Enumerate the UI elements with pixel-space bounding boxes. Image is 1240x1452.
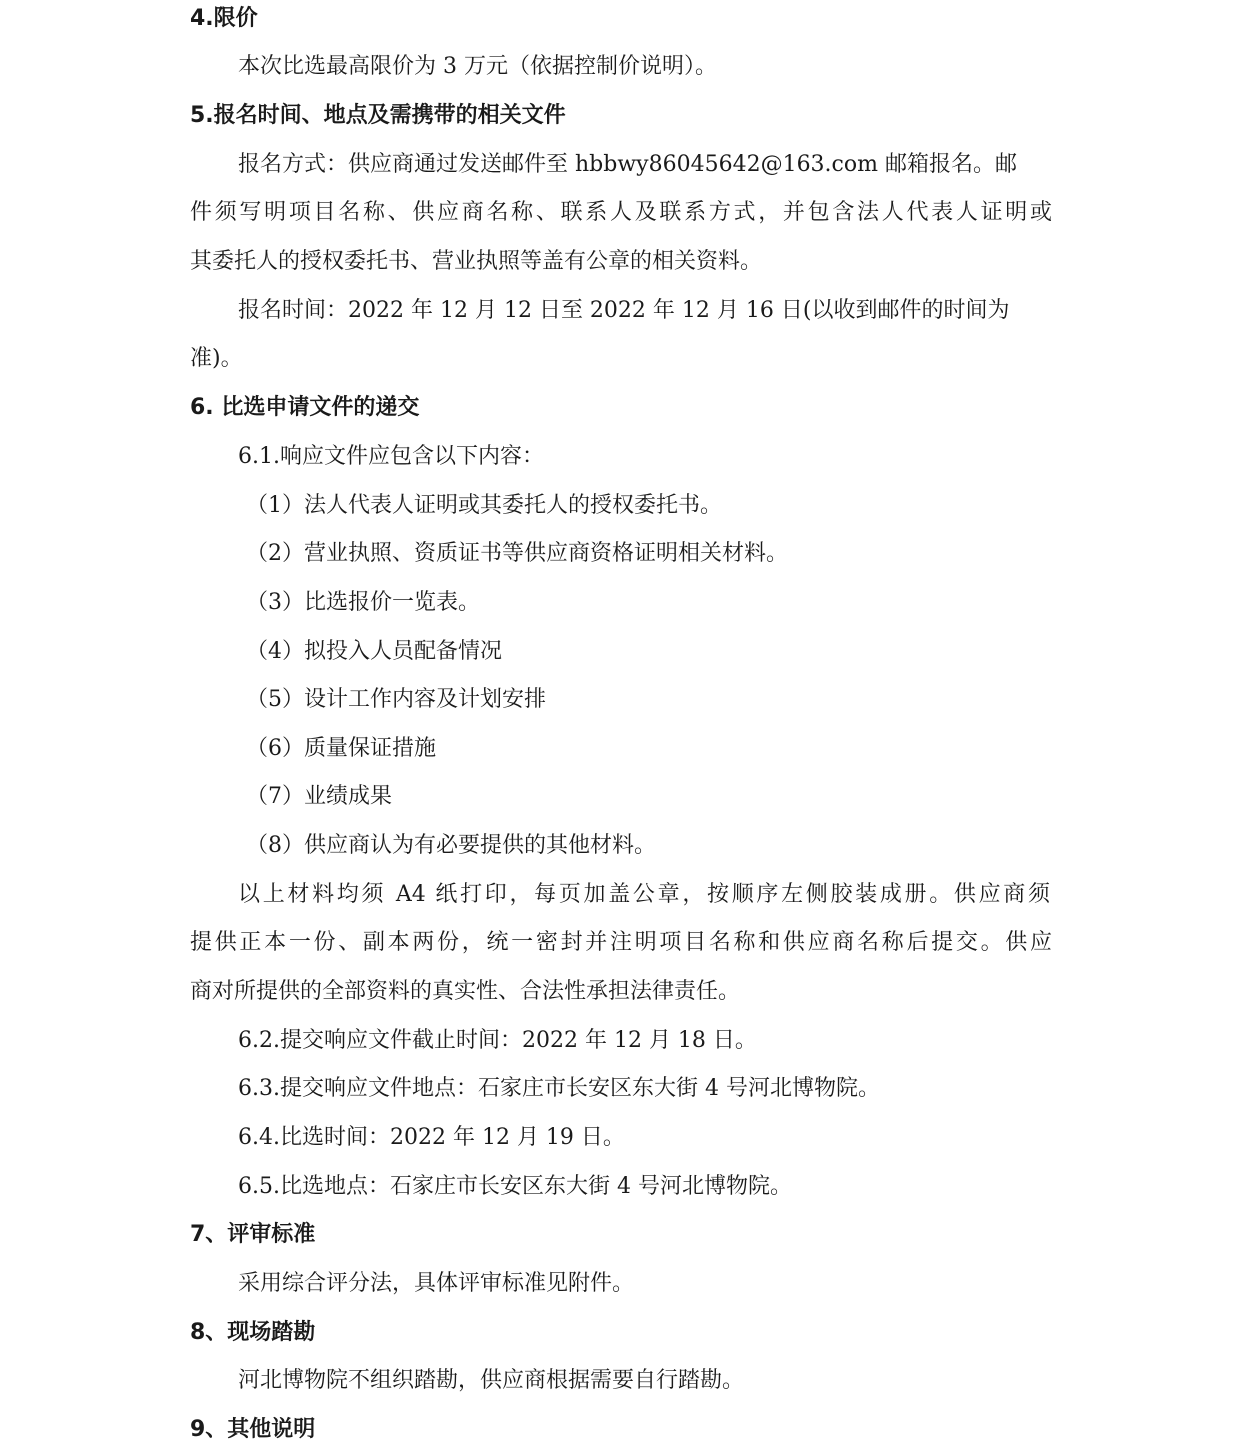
section-8-heading: 8、现场踏勘 <box>190 1320 316 1345</box>
registration-method-line-2: 件须写明项目名称、供应商名称、联系人及联系方式，并包含法人代表人证明或 <box>190 200 1052 225</box>
section-6-4: 6.4.比选时间：2022 年 12 月 19 日。 <box>238 1125 625 1150</box>
section-4-heading: 4.限价 <box>190 6 258 31</box>
list-item: （1）法人代表人证明或其委托人的授权委托书。 <box>246 493 722 518</box>
materials-note-line-2: 提供正本一份、副本两份，统一密封并注明项目名称和供应商名称后提交。供应 <box>190 930 1052 955</box>
section-6-2: 6.2.提交响应文件截止时间：2022 年 12 月 18 日。 <box>238 1028 757 1053</box>
list-item: （4）拟投入人员配备情况 <box>246 639 502 664</box>
section-6-3: 6.3.提交响应文件地点：石家庄市长安区东大街 4 号河北博物院。 <box>238 1076 880 1101</box>
section-9-heading: 9、其他说明 <box>190 1417 316 1442</box>
section-6-heading: 6. 比选申请文件的递交 <box>190 395 420 420</box>
list-item: （5）设计工作内容及计划安排 <box>246 687 546 712</box>
section-7-heading: 7、评审标准 <box>190 1222 316 1247</box>
list-item: （3）比选报价一览表。 <box>246 590 480 615</box>
section-7-paragraph: 采用综合评分法，具体评审标准见附件。 <box>238 1271 635 1296</box>
section-8-paragraph: 河北博物院不组织踏勘，供应商根据需要自行踏勘。 <box>238 1368 745 1393</box>
list-item: （2）营业执照、资质证书等供应商资格证明相关材料。 <box>246 541 788 566</box>
materials-note-line-1: 以上材料均须 A4 纸打印，每页加盖公章，按顺序左侧胶装成册。供应商须 <box>238 882 1050 907</box>
section-5-heading: 5.报名时间、地点及需携带的相关文件 <box>190 103 566 128</box>
section-6-1-intro: 6.1.响应文件应包含以下内容： <box>238 444 544 469</box>
section-4-paragraph: 本次比选最高限价为 3 万元（依据控制价说明）。 <box>238 54 717 79</box>
registration-time-line-2: 准)。 <box>190 346 243 371</box>
materials-note-line-3: 商对所提供的全部资料的真实性、合法性承担法律责任。 <box>190 979 741 1004</box>
section-6-5: 6.5.比选地点：石家庄市长安区东大街 4 号河北博物院。 <box>238 1174 792 1199</box>
list-item: （8）供应商认为有必要提供的其他材料。 <box>246 833 656 858</box>
list-item: （6）质量保证措施 <box>246 736 436 761</box>
list-item: （7）业绩成果 <box>246 784 392 809</box>
registration-time-line-1: 报名时间：2022 年 12 月 12 日至 2022 年 12 月 16 日(以收到邮件的时间为 <box>238 298 1010 323</box>
registration-method-line-3: 其委托人的授权委托书、营业执照等盖有公章的相关资料。 <box>190 249 763 274</box>
registration-method-line-1: 报名方式：供应商通过发送邮件至 hbbwy86045642@163.com 邮箱报名。邮 <box>238 152 1017 177</box>
